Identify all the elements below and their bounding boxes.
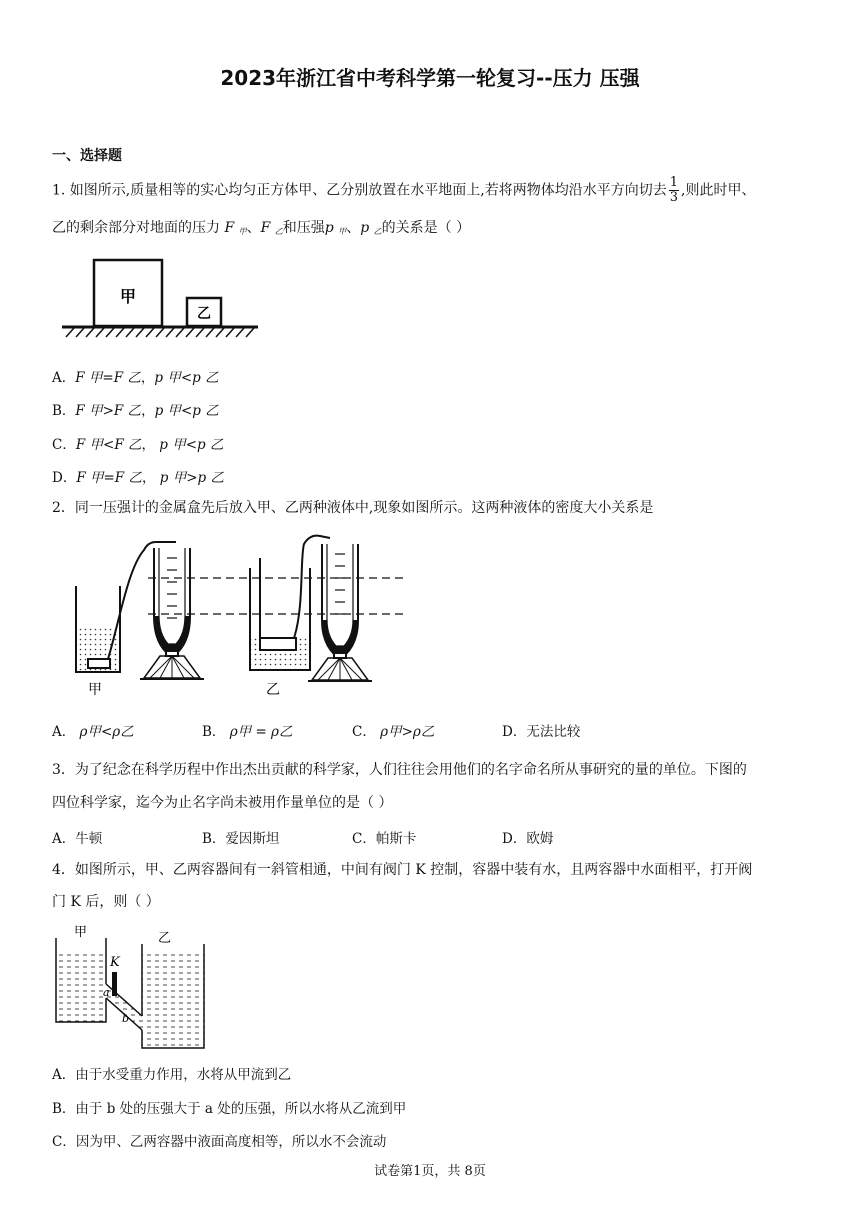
- q4-option-a[interactable]: [52, 1063, 291, 1083]
- option-letter: D．: [502, 831, 527, 847]
- q1-label-jia: 甲: [119, 287, 137, 306]
- option-letter: C．: [352, 724, 376, 740]
- q4-label-jia: 甲: [74, 925, 88, 940]
- q1-stem-line1: [52, 176, 755, 205]
- option-text: 由于 b 处的压强大于 a 处的压强，所以水将从乙流到甲: [75, 1101, 407, 1117]
- q2-figure: [64, 528, 414, 700]
- q1-option-c[interactable]: C．F 甲<F 乙， p 甲<p 乙: [52, 437, 224, 453]
- q1-line2-b: 和压强: [282, 220, 325, 236]
- option-pressure: p 甲>p 乙: [159, 470, 224, 486]
- option-pressure: p 甲<p 乙: [154, 403, 219, 419]
- option-text: ρ甲<ρ乙: [79, 724, 134, 740]
- option-letter: B．: [202, 831, 226, 847]
- option-text: ρ甲 = ρ乙: [229, 724, 293, 740]
- option-letter: A．: [52, 724, 76, 740]
- q3-option-b[interactable]: [202, 827, 279, 847]
- q1-figure: [58, 255, 268, 340]
- option-letter: A．: [52, 370, 76, 386]
- q1-label-yi: 乙: [197, 306, 211, 322]
- option-text: ρ甲>ρ乙: [380, 724, 435, 740]
- q4-label-b: b: [122, 1012, 130, 1025]
- manometer-yi: [308, 544, 372, 681]
- option-letter: D．: [52, 470, 77, 486]
- q1-var-p-b: p $_乙$: [360, 220, 382, 236]
- q1-var-f-a: F $_甲$: [224, 220, 247, 236]
- q4-stem-line1: 4．如图所示，甲、乙两容器间有一斜管相通，中间有阀门 K 控制，容器中装有水，且两容器中水面相平，打开阀: [52, 862, 753, 878]
- q3-option-d[interactable]: [502, 827, 553, 847]
- q1-option-b[interactable]: B．F 甲>F 乙，p 甲<p 乙: [52, 403, 219, 419]
- option-letter: B．: [202, 724, 226, 740]
- q4-stem-line2: 门 K 后，则（ ）: [52, 894, 160, 910]
- q2-option-b[interactable]: [202, 720, 293, 740]
- q3-stem-line2: 四位科学家，迄今为止名字尚未被用作量单位的是（ ）: [52, 795, 393, 811]
- q4-option-c[interactable]: [52, 1130, 386, 1150]
- option-force: F 甲=F 乙: [76, 470, 142, 486]
- option-text: 欧姆: [526, 831, 554, 847]
- section-heading: 一、选择题: [52, 148, 122, 164]
- option-letter: D．: [502, 724, 527, 740]
- option-text: 无法比较: [526, 724, 581, 740]
- option-letter: B．: [52, 1101, 76, 1117]
- option-text: 因为甲、乙两容器中液面高度相等，所以水不会流动: [75, 1134, 387, 1150]
- q2-label-yi: 乙: [266, 682, 280, 698]
- q2-label-jia: 甲: [88, 682, 102, 698]
- q3-option-a[interactable]: [52, 827, 102, 847]
- q1-option-a[interactable]: A．F 甲=F 乙，p 甲<p 乙: [52, 370, 219, 386]
- q4-figure: [50, 922, 220, 1054]
- option-letter: B．: [52, 403, 76, 419]
- option-force: F 甲=F 乙: [75, 370, 141, 386]
- option-text: 牛顿: [75, 831, 103, 847]
- option-force: F 甲<F 乙: [75, 437, 142, 453]
- q2-option-d[interactable]: [502, 720, 580, 740]
- q4-label-k: K: [110, 955, 120, 970]
- q4-label-a: a: [103, 986, 110, 999]
- q1-text-a: 1. 如图所示,质量相等的实心均匀正方体甲、乙分别放置在水平地面上,若将两物体均沿水平方向切去: [52, 182, 667, 199]
- q4-label-yi: 乙: [158, 931, 172, 946]
- option-text: 由于水受重力作用，水将从甲流到乙: [75, 1067, 292, 1083]
- option-letter: A．: [52, 831, 76, 847]
- q1-line2-c: 的关系是（ ）: [381, 220, 471, 236]
- q1-var-p-a: p $_甲$: [324, 220, 347, 236]
- q2-option-c[interactable]: [352, 720, 434, 740]
- q1-stem-line2: 乙的剩余部分对地面的压力 F $_甲$、F $_乙$和压强p $_甲$、p $_乙$的关系是（ ）: [52, 220, 471, 236]
- q1-var-f-b: F $_乙$: [260, 220, 283, 236]
- q2-option-a[interactable]: [52, 720, 134, 740]
- option-text: 帕斯卡: [375, 831, 417, 847]
- page-title: 2023年浙江省中考科学第一轮复习--压力 压强: [220, 66, 640, 90]
- option-letter: C．: [52, 1134, 76, 1150]
- option-letter: C．: [352, 831, 376, 847]
- q4-option-b[interactable]: [52, 1097, 406, 1117]
- page-footer: 试卷第1页，共 8页: [374, 1164, 486, 1179]
- q1-frac-num: 1: [669, 175, 678, 190]
- q1-option-d[interactable]: D．F 甲=F 乙， p 甲>p 乙: [52, 470, 224, 486]
- option-force: F 甲>F 乙: [75, 403, 142, 419]
- option-letter: A．: [52, 1067, 76, 1083]
- q1-frac-den: 3: [669, 190, 678, 205]
- option-text: 爱因斯坦: [225, 831, 280, 847]
- option-pressure: p 甲<p 乙: [154, 370, 219, 386]
- q1-text-b: ,则此时甲、: [681, 182, 756, 199]
- option-letter: C．: [52, 437, 76, 453]
- q3-option-c[interactable]: [352, 827, 416, 847]
- q1-line2-a: 乙的剩余部分对地面的压力: [52, 220, 220, 236]
- q2-stem: 2．同一压强计的金属盒先后放入甲、乙两种液体中,现象如图所示。这两种液体的密度大小关系是: [52, 500, 654, 516]
- q1-fraction: [669, 176, 679, 205]
- q3-stem-line1: 3．为了纪念在科学历程中作出杰出贡献的科学家，人们往往会用他们的名字命名所从事研究的量的单位。下图的: [52, 762, 747, 778]
- option-pressure: p 甲<p 乙: [159, 437, 224, 453]
